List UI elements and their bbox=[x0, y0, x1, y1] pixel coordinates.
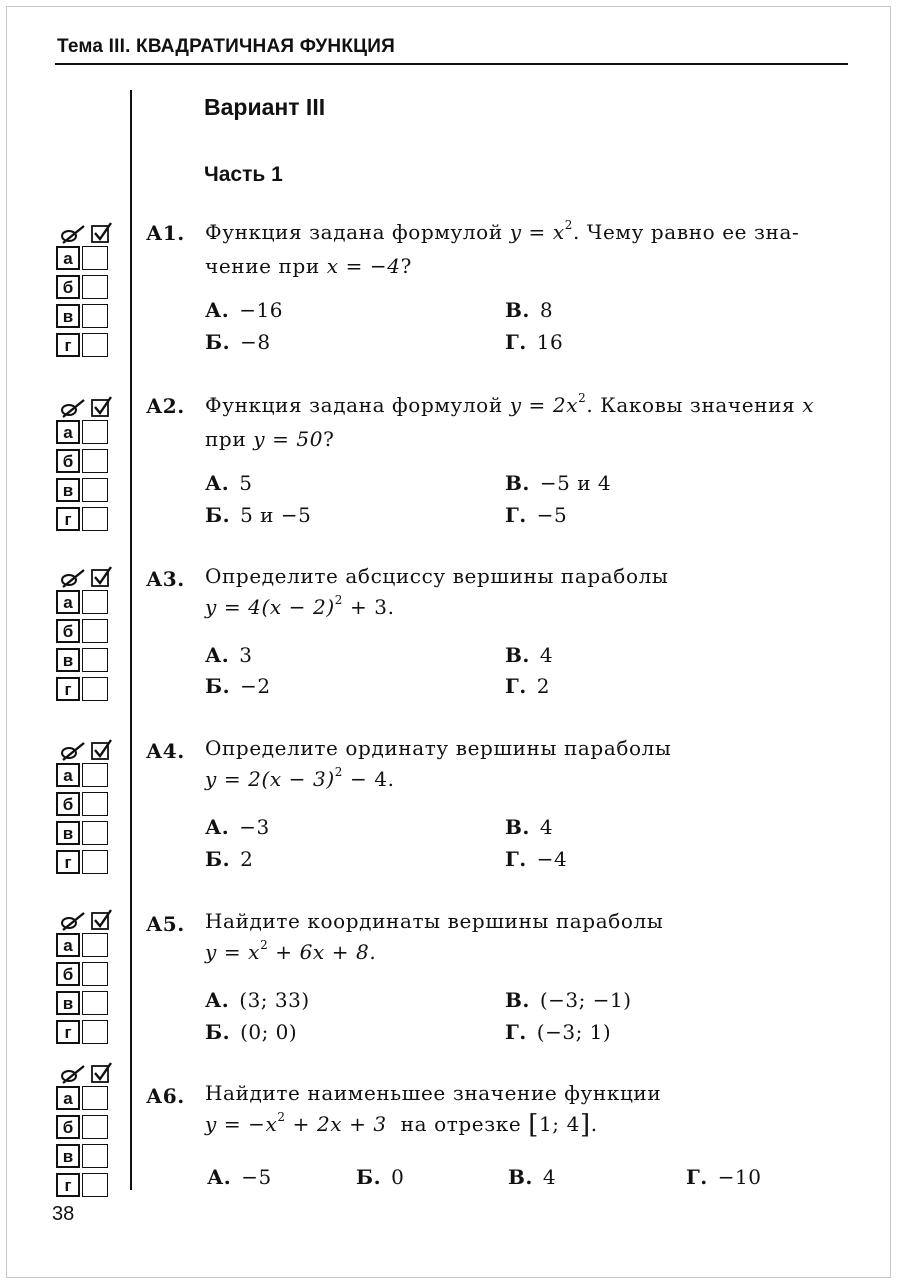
section-header: Тема III. КВАДРАТИЧНАЯ ФУНКЦИЯ bbox=[57, 36, 395, 57]
answer-choice-row bbox=[56, 275, 120, 304]
option-label: Г. bbox=[505, 330, 527, 354]
answer-choice-row bbox=[56, 763, 120, 792]
formula: + 2x + 3 bbox=[285, 1112, 387, 1136]
option-label: Г. bbox=[686, 1165, 708, 1189]
answer-sheet bbox=[56, 909, 120, 1049]
option-value: 8 bbox=[539, 298, 554, 322]
answer-choice-row bbox=[56, 850, 120, 879]
option-value: 16 bbox=[536, 330, 564, 354]
choice-letter: б bbox=[56, 449, 80, 473]
option-value: 4 bbox=[539, 815, 554, 839]
formula: y = 2x bbox=[509, 393, 579, 417]
choice-letter: в bbox=[56, 1144, 80, 1168]
variant-title: Вариант III bbox=[204, 94, 326, 120]
choice-letter: б bbox=[56, 962, 80, 986]
choice-letter: а bbox=[56, 246, 80, 270]
option-label: А. bbox=[205, 471, 230, 495]
answer-checkbox[interactable] bbox=[82, 619, 108, 643]
choice-letter: г bbox=[56, 507, 80, 531]
text-segment: . Чему равно ее зна- bbox=[573, 220, 800, 244]
option-label: Б. bbox=[205, 674, 231, 698]
formula: y = x bbox=[205, 940, 261, 964]
option-value: (3; 33) bbox=[239, 988, 310, 1012]
answer-option bbox=[205, 643, 253, 667]
answer-option bbox=[205, 503, 311, 527]
answer-checkbox[interactable] bbox=[82, 304, 108, 328]
text-segment: на отрезке bbox=[386, 1112, 529, 1136]
answer-sheet bbox=[56, 1062, 120, 1202]
formula: y = x bbox=[509, 220, 565, 244]
pen-icon bbox=[60, 741, 86, 761]
option-label: В. bbox=[505, 988, 530, 1012]
answer-choice-row bbox=[56, 933, 120, 962]
option-value: (−3; −1) bbox=[539, 988, 632, 1012]
option-value: 5 и −5 bbox=[240, 503, 312, 527]
option-value: −3 bbox=[239, 815, 270, 839]
answer-checkbox[interactable] bbox=[82, 1144, 108, 1168]
question-text bbox=[205, 215, 799, 283]
answer-option bbox=[505, 503, 567, 527]
choice-letter: б bbox=[56, 619, 80, 643]
option-value: −8 bbox=[240, 330, 271, 354]
option-value: 2 bbox=[240, 847, 254, 871]
option-value: −16 bbox=[239, 298, 283, 322]
text-segment: Найдите координаты вершины параболы bbox=[205, 909, 664, 933]
choice-letter: г bbox=[56, 333, 80, 357]
option-value: −10 bbox=[717, 1165, 762, 1189]
choice-letter: б bbox=[56, 792, 80, 816]
formula: + 6x + 8. bbox=[268, 940, 377, 964]
answer-sheet bbox=[56, 566, 120, 706]
answer-option bbox=[205, 988, 310, 1012]
answer-checkbox[interactable] bbox=[82, 420, 108, 444]
option-label: Г. bbox=[505, 503, 527, 527]
answer-option bbox=[505, 988, 632, 1012]
answer-choice-row bbox=[56, 449, 120, 478]
option-value: 5 bbox=[239, 471, 253, 495]
answer-checkbox[interactable] bbox=[82, 648, 108, 672]
answer-sheet bbox=[56, 396, 120, 536]
page-number: 38 bbox=[52, 1203, 75, 1225]
formula: x = −4 bbox=[326, 254, 401, 278]
answer-option bbox=[505, 330, 563, 354]
exponent: 2 bbox=[277, 1110, 286, 1124]
text-segment: при bbox=[205, 427, 254, 451]
answer-sheet-header bbox=[56, 909, 120, 933]
answer-choice-row bbox=[56, 420, 120, 449]
interval-bracket: [ bbox=[528, 1110, 539, 1140]
answer-option bbox=[686, 1165, 762, 1189]
answer-choice-row bbox=[56, 507, 120, 536]
answer-checkbox[interactable] bbox=[82, 333, 108, 357]
text-segment: чение при bbox=[205, 254, 327, 278]
answer-choice-row bbox=[56, 1115, 120, 1144]
option-label: А. bbox=[205, 988, 230, 1012]
pen-icon bbox=[60, 911, 86, 931]
answer-choice-row bbox=[56, 821, 120, 850]
answer-sheet bbox=[56, 222, 120, 362]
checkbox-checked-icon bbox=[90, 1062, 112, 1084]
text-segment: Определите абсциссу вершины параболы bbox=[205, 564, 669, 588]
answer-choice-row bbox=[56, 991, 120, 1020]
checkbox-checked-icon bbox=[90, 739, 112, 761]
choice-letter: а bbox=[56, 1086, 80, 1110]
answer-sheet-header bbox=[56, 1062, 120, 1086]
option-value: 2 bbox=[536, 674, 551, 698]
choice-letter: а bbox=[56, 933, 80, 957]
answer-option bbox=[205, 847, 253, 871]
interval-bracket: ] bbox=[579, 1110, 591, 1140]
option-label: А. bbox=[205, 815, 230, 839]
answer-option bbox=[205, 298, 283, 322]
answer-sheet-header bbox=[56, 396, 120, 420]
answer-checkbox[interactable] bbox=[82, 1020, 108, 1044]
option-label: В. bbox=[505, 815, 530, 839]
answer-checkbox[interactable] bbox=[82, 275, 108, 299]
checkbox-checked-icon bbox=[90, 222, 112, 244]
exponent: 2 bbox=[260, 938, 269, 952]
choice-letter: г bbox=[56, 677, 80, 701]
option-value: 4 bbox=[542, 1165, 557, 1189]
text-segment: ? bbox=[323, 427, 335, 451]
text-segment: + 3. bbox=[343, 595, 395, 619]
question-text bbox=[205, 1078, 661, 1141]
answer-choice-row bbox=[56, 648, 120, 677]
option-label: Б. bbox=[205, 847, 231, 871]
choice-letter: в bbox=[56, 648, 80, 672]
answer-checkbox[interactable] bbox=[82, 677, 108, 701]
exponent: 2 bbox=[334, 593, 344, 607]
answer-choice-row bbox=[56, 1144, 120, 1173]
option-value: −5 bbox=[241, 1165, 272, 1189]
text-segment: . Каковы значения bbox=[586, 393, 803, 417]
answer-sheet-header bbox=[56, 222, 120, 246]
pen-icon bbox=[60, 568, 86, 588]
option-label: А. bbox=[207, 1165, 232, 1189]
option-label: А. bbox=[205, 298, 230, 322]
answer-checkbox[interactable] bbox=[82, 478, 108, 502]
margin-divider bbox=[130, 90, 132, 1190]
checkbox-checked-icon bbox=[90, 396, 112, 418]
answer-choice-row bbox=[56, 246, 120, 275]
question-number: А1. bbox=[146, 221, 185, 245]
answer-option bbox=[505, 471, 611, 495]
answer-checkbox[interactable] bbox=[82, 792, 108, 816]
option-label: В. bbox=[505, 643, 530, 667]
option-value: −2 bbox=[240, 674, 271, 698]
question-text bbox=[205, 388, 814, 456]
choice-letter: в bbox=[56, 478, 80, 502]
answer-choice-row bbox=[56, 304, 120, 333]
answer-choice-row bbox=[56, 792, 120, 821]
text-segment: Найдите наименьшее значение функции bbox=[205, 1081, 662, 1105]
answer-choice-row bbox=[56, 590, 120, 619]
answer-option bbox=[205, 1020, 297, 1044]
choice-letter: в bbox=[56, 304, 80, 328]
option-label: Б. bbox=[205, 503, 231, 527]
answer-option bbox=[505, 815, 553, 839]
question-number: А6. bbox=[146, 1084, 185, 1108]
answer-choice-row bbox=[56, 619, 120, 648]
answer-checkbox[interactable] bbox=[82, 1173, 108, 1197]
option-label: Г. bbox=[505, 847, 527, 871]
question-text bbox=[205, 733, 671, 795]
answer-option bbox=[205, 674, 271, 698]
text-segment: ? bbox=[400, 254, 412, 278]
formula: y = 4(x − 2) bbox=[205, 595, 335, 619]
option-value: 3 bbox=[239, 643, 253, 667]
answer-option bbox=[205, 330, 271, 354]
answer-choice-row bbox=[56, 478, 120, 507]
choice-letter: а bbox=[56, 420, 80, 444]
answer-checkbox[interactable] bbox=[82, 590, 108, 614]
option-label: В. bbox=[508, 1165, 533, 1189]
choice-letter: г bbox=[56, 1173, 80, 1197]
answer-option bbox=[205, 471, 253, 495]
answer-choice-row bbox=[56, 1020, 120, 1049]
answer-checkbox[interactable] bbox=[82, 991, 108, 1015]
part-title: Часть 1 bbox=[204, 163, 283, 186]
text-segment: . bbox=[590, 1112, 598, 1136]
text-segment: − 4. bbox=[343, 767, 395, 791]
answer-checkbox[interactable] bbox=[82, 1115, 108, 1139]
answer-choice-row bbox=[56, 1086, 120, 1115]
choice-letter: г bbox=[56, 1020, 80, 1044]
answer-choice-row bbox=[56, 333, 120, 362]
choice-letter: б bbox=[56, 275, 80, 299]
option-label: Б. bbox=[205, 1020, 231, 1044]
option-label: Б. bbox=[205, 330, 231, 354]
option-label: Б. bbox=[356, 1165, 382, 1189]
option-label: В. bbox=[505, 471, 530, 495]
text-segment: Определите ординату вершины параболы bbox=[205, 736, 672, 760]
option-label: Г. bbox=[505, 674, 527, 698]
answer-option bbox=[505, 298, 553, 322]
answer-checkbox[interactable] bbox=[82, 821, 108, 845]
answer-checkbox[interactable] bbox=[82, 507, 108, 531]
choice-letter: в bbox=[56, 821, 80, 845]
answer-option bbox=[505, 674, 550, 698]
option-label: В. bbox=[505, 298, 530, 322]
answer-checkbox[interactable] bbox=[82, 449, 108, 473]
option-value: −4 bbox=[536, 847, 568, 871]
answer-checkbox[interactable] bbox=[82, 1086, 108, 1110]
option-value: 0 bbox=[391, 1165, 405, 1189]
formula: y = −x bbox=[205, 1112, 278, 1136]
pen-icon bbox=[60, 398, 86, 418]
answer-choice-row bbox=[56, 677, 120, 706]
choice-letter: г bbox=[56, 850, 80, 874]
answer-option bbox=[505, 1020, 611, 1044]
exponent: 2 bbox=[564, 218, 574, 232]
formula: y = 50 bbox=[253, 427, 324, 451]
answer-option bbox=[508, 1165, 556, 1189]
pen-icon bbox=[60, 224, 86, 244]
text-segment: Функция задана формулой bbox=[205, 393, 510, 417]
checkbox-checked-icon bbox=[90, 566, 112, 588]
question-number: А4. bbox=[146, 739, 185, 763]
option-value: −5 и 4 bbox=[539, 471, 612, 495]
pen-icon bbox=[60, 1064, 86, 1084]
question-number: А5. bbox=[146, 912, 185, 936]
answer-checkbox[interactable] bbox=[82, 763, 108, 787]
answer-checkbox[interactable] bbox=[82, 850, 108, 874]
answer-option bbox=[505, 643, 553, 667]
question-text bbox=[205, 906, 663, 968]
answer-sheet-header bbox=[56, 566, 120, 590]
answer-sheet-header bbox=[56, 739, 120, 763]
checkbox-checked-icon bbox=[90, 909, 112, 931]
answer-choice-row bbox=[56, 962, 120, 991]
header-divider bbox=[55, 63, 848, 65]
question-number: А2. bbox=[146, 394, 185, 418]
option-value: −5 bbox=[536, 503, 568, 527]
option-value: (0; 0) bbox=[240, 1020, 298, 1044]
answer-checkbox[interactable] bbox=[82, 246, 108, 270]
formula: x bbox=[802, 393, 815, 417]
option-label: А. bbox=[205, 643, 230, 667]
answer-checkbox[interactable] bbox=[82, 962, 108, 986]
answer-option bbox=[505, 847, 567, 871]
answer-option bbox=[207, 1165, 272, 1189]
choice-letter: а bbox=[56, 590, 80, 614]
answer-sheet bbox=[56, 739, 120, 879]
answer-choice-row bbox=[56, 1173, 120, 1202]
option-value: (−3; 1) bbox=[536, 1020, 612, 1044]
question-text bbox=[205, 561, 668, 623]
exponent: 2 bbox=[334, 765, 344, 779]
option-value: 4 bbox=[539, 643, 554, 667]
choice-letter: в bbox=[56, 991, 80, 1015]
answer-option bbox=[356, 1165, 404, 1189]
choice-letter: а bbox=[56, 763, 80, 787]
question-number: А3. bbox=[146, 567, 185, 591]
answer-option bbox=[205, 815, 270, 839]
exponent: 2 bbox=[578, 391, 587, 405]
formula: y = 2(x − 3) bbox=[205, 767, 335, 791]
interval: 1; 4 bbox=[538, 1112, 580, 1136]
choice-letter: б bbox=[56, 1115, 80, 1139]
option-label: Г. bbox=[505, 1020, 527, 1044]
answer-checkbox[interactable] bbox=[82, 933, 108, 957]
text-segment: Функция задана формулой bbox=[205, 220, 510, 244]
